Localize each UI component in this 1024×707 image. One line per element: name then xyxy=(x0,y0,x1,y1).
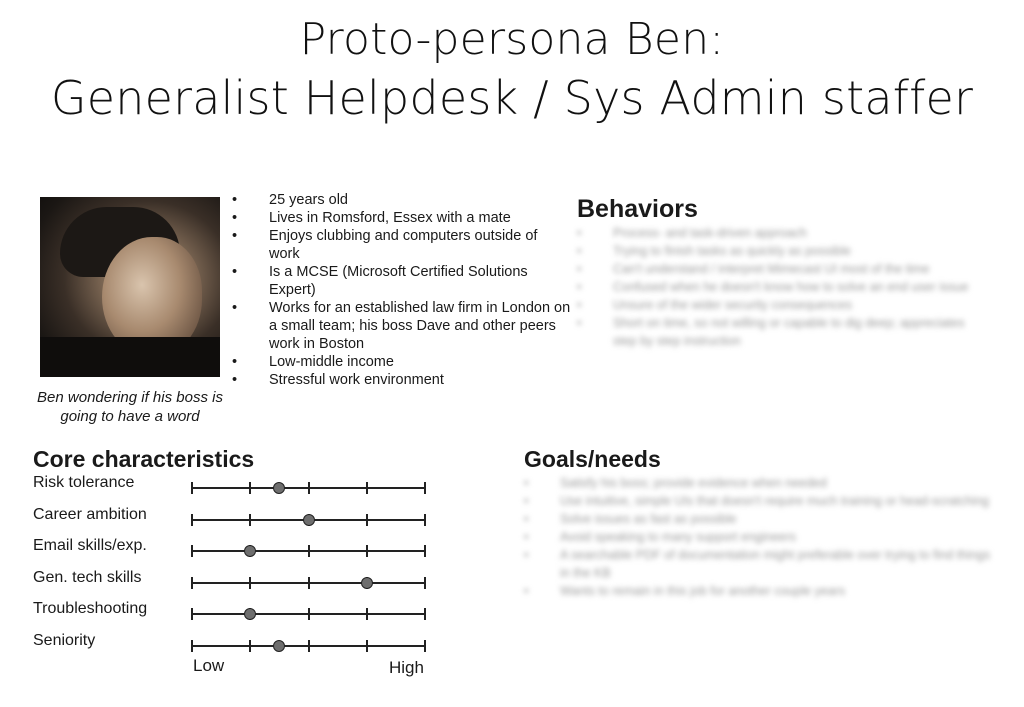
fact-item: • Is a MCSE (Microsoft Certified Solutions Expert) xyxy=(232,263,572,299)
trait-level-marker xyxy=(303,514,315,526)
trait-scale-track xyxy=(192,519,425,521)
behavior-item: • Unsure of the wider security consequences xyxy=(577,296,972,314)
goal-item: • Satisfy his boss; provide evidence when needed xyxy=(524,474,994,492)
fact-item: • Enjoys clubbing and computers outside of work xyxy=(232,227,572,263)
goal-item: • Use intuitive, simple UIs that doesn't require much training or head-scratching xyxy=(524,492,994,510)
fact-item: • Low-middle income xyxy=(232,353,572,371)
scale-tick xyxy=(249,482,251,494)
trait-row xyxy=(33,535,433,567)
scale-tick xyxy=(424,608,426,620)
trait-row xyxy=(33,598,433,630)
title-line-1: Proto-persona Ben: xyxy=(299,14,725,65)
goals-heading: Goals/needs xyxy=(524,446,661,472)
scale-tick xyxy=(191,640,193,652)
core-characteristics-heading: Core characteristics xyxy=(33,446,255,472)
scale-high-label: High xyxy=(389,658,424,677)
scale-tick xyxy=(249,514,251,526)
trait-level-marker xyxy=(244,545,256,557)
scale-tick xyxy=(424,514,426,526)
behaviors-heading: Behaviors xyxy=(577,195,698,223)
trait-scale-track xyxy=(192,550,425,552)
scale-tick xyxy=(308,640,310,652)
trait-label: Troubleshooting xyxy=(33,600,148,617)
behavior-item: • Confused when he doesn't know how to solve an end user issue xyxy=(577,278,972,296)
trait-label: Gen. tech skills xyxy=(33,568,142,586)
core-characteristics-scales xyxy=(33,472,433,661)
trait-scale-track xyxy=(192,645,425,647)
scale-tick xyxy=(424,640,426,652)
trait-level-marker xyxy=(273,640,285,652)
scale-tick xyxy=(249,640,251,652)
trait-label: Seniority xyxy=(33,631,96,649)
trait-row xyxy=(33,630,433,662)
trait-scale-track xyxy=(192,613,425,615)
scale-tick xyxy=(308,482,310,494)
behavior-item: • Short on time, so not willing or capable to dig deep; appreciates step by step instruction xyxy=(577,314,972,350)
goal-item: • Wants to remain in this job for another couple years xyxy=(524,582,994,600)
trait-level-marker xyxy=(273,482,285,494)
goal-item: • Avoid speaking to many support engineers xyxy=(524,528,994,546)
scale-tick xyxy=(308,608,310,620)
goals-list xyxy=(524,474,994,600)
photo-caption: Ben wondering if his boss is going to have a word xyxy=(37,389,223,425)
trait-level-marker xyxy=(244,608,256,620)
behavior-item: • Can't understand / interpret Mimecast UI most of the time xyxy=(577,260,972,278)
scale-tick xyxy=(191,545,193,557)
scale-tick xyxy=(308,577,310,589)
scale-tick xyxy=(424,545,426,557)
fact-item: • Lives in Romsford, Essex with a mate xyxy=(232,209,572,227)
fact-item: • Stressful work environment xyxy=(232,371,572,389)
scale-tick xyxy=(366,640,368,652)
behavior-item: • Process- and task-driven approach xyxy=(577,224,972,242)
goal-item: • A searchable PDF of documentation might preferable over trying to find things in the KB xyxy=(524,546,994,582)
scale-tick xyxy=(191,514,193,526)
scale-tick xyxy=(366,482,368,494)
trait-level-marker xyxy=(361,577,373,589)
persona-photo xyxy=(40,197,220,377)
fact-item: • 25 years old xyxy=(232,191,572,209)
trait-row xyxy=(33,472,433,504)
goal-item: • Solve issues as fast as possible xyxy=(524,510,994,528)
title-line-2: Generalist Helpdesk / Sys Admin staffer xyxy=(50,71,974,125)
trait-scale-track xyxy=(192,582,425,584)
scale-low-label: Low xyxy=(193,656,225,675)
scale-tick xyxy=(424,577,426,589)
page-title xyxy=(0,12,1024,128)
persona-facts-list xyxy=(232,191,572,389)
behaviors-list xyxy=(577,224,972,350)
photo-shirt-shape xyxy=(40,337,220,377)
trait-scale-track xyxy=(192,487,425,489)
scale-tick xyxy=(191,577,193,589)
scale-tick xyxy=(366,545,368,557)
trait-label: Risk tolerance xyxy=(33,474,135,491)
scale-tick xyxy=(191,482,193,494)
scale-tick xyxy=(308,545,310,557)
behavior-item: • Trying to finish tasks as quickly as possible xyxy=(577,242,972,260)
fact-item: • Works for an established law firm in London on a small team; his boss Dave and other peers work in Boston xyxy=(232,299,572,353)
scale-tick xyxy=(249,577,251,589)
trait-row xyxy=(33,504,433,536)
scale-tick xyxy=(366,514,368,526)
trait-row xyxy=(33,567,433,599)
scale-tick xyxy=(191,608,193,620)
trait-label: Career ambition xyxy=(33,505,147,523)
trait-label: Email skills/exp. xyxy=(33,537,147,554)
scale-tick xyxy=(424,482,426,494)
scale-tick xyxy=(366,608,368,620)
